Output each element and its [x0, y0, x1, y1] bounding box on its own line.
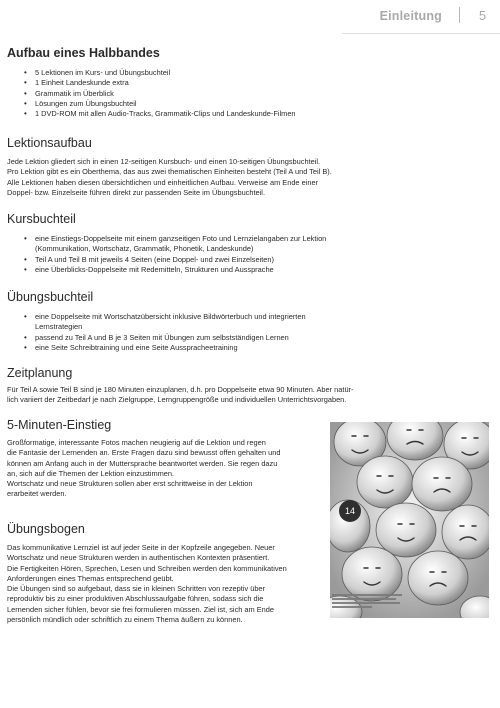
list-item: • eine Doppelseite mit Wortschatzübersicht inklusive Bildwörterbuch und integrierten Lernstrategien [35, 312, 306, 333]
text-line: Wortschatz und neue Strukturen werden in authentischen Kontexten präsentiert. [7, 553, 270, 563]
page-header [0, 0, 500, 36]
text-einstieg [7, 438, 281, 500]
list-item: • eine Einstiegs-Doppelseite mit einem ganzseitigen Foto und Lernzielangaben zur Lektion (Kommunikation, Wortschatz, Grammatik, Phonetik, Landeskunde) [35, 234, 326, 255]
heading-lektionsaufbau: Lektionsaufbau [7, 136, 92, 150]
text-line: Wortschatz und neue Strukturen sollen aber erst schrittweise in der Lektion [7, 479, 253, 489]
section-title: Einleitung [379, 9, 442, 23]
heading-zeitplanung: Zeitplanung [7, 366, 73, 380]
text-line: Alle Lektionen haben diesen übersichtlichen und einheitlichen Aufbau. Verweise am Ende einer [7, 177, 319, 187]
text-line: Für Teil A sowie Teil B sind je 180 Minuten einzuplanen, d.h. pro Doppelseite etwa 90 Minuten. Aber natür- [7, 385, 354, 394]
list-item: • 1 Einheit Landeskunde extra [35, 78, 296, 88]
list-item: • 1 DVD-ROM mit allen Audio-Tracks, Grammatik-Clips und Landeskunde-Filmen [35, 109, 296, 119]
lesson-number-badge: 14 [339, 500, 361, 522]
list-kursbuchteil [7, 234, 326, 275]
text-uebungsbogen [7, 543, 287, 625]
text-line: reproduktiv bis zu einer produktiven Abschlussaufgabe führen, sodass sich die [7, 594, 264, 604]
text-line: Anforderungen eines Themas entsprechend geübt. [7, 573, 174, 583]
text-line: erarbeitet werden. [7, 489, 67, 499]
text-lektionsaufbau [7, 157, 332, 198]
text-line: Lernenden sicher fühlen, bevor sie frei formulieren müssen. Ziel ist, sich am Ende [7, 604, 275, 614]
list-item: • 5 Lektionen im Kurs- und Übungsbuchteil [35, 68, 296, 78]
lesson-photo [330, 422, 489, 618]
list-uebungsbuchteil [7, 312, 306, 353]
text-line: an, sich auf die Themen der Lektion einzustimmen. [7, 468, 175, 478]
text-line: Großformatige, interessante Fotos machen neugierig auf die Lektion und regen [7, 438, 266, 447]
header-separator [459, 7, 460, 23]
list-item: • eine Seite Schreibtraining und eine Seite Ausspracheetraining [35, 343, 306, 353]
list-aufbau [7, 68, 296, 119]
list-item: • eine Überblicks-Doppelseite mit Redemitteln, Strukturen und Aussprache [35, 265, 326, 275]
text-line: Die Fertigkeiten Hören, Sprechen, Lesen und Schreiben werden den kommunikativen [7, 563, 287, 573]
page-number: 5 [479, 9, 486, 23]
list-item: • passend zu Teil A und B je 3 Seiten mit Übungen zum selbstständigen Lernen [35, 333, 306, 343]
text-line: die Fantasie der Lernenden an. Erste Fragen dazu sind bewusst offen gehalten und [7, 448, 281, 458]
heading-kursbuchteil: Kursbuchteil [7, 212, 76, 226]
text-line: Pro Lektion gibt es ein Oberthema, das aus zwei thematischen Einheiten besteht (Teil A und Teil B). [7, 167, 332, 177]
text-line: persönlich mündlich oder schriftlich zu einem Thema äußern zu können. [7, 615, 243, 625]
text-line: Jede Lektion gliedert sich in einen 12-seitigen Kursbuch- und einen 10-seitigen Übungsbuchteil. [7, 157, 321, 166]
heading-aufbau: Aufbau eines Halbbandes [7, 46, 160, 60]
list-item: • Grammatik im Überblick [35, 89, 296, 99]
heading-einstieg: 5-Minuten-Einstieg [7, 418, 112, 432]
text-line: können am Anfang auch in der Muttersprache beantwortet werden. Sie regen dazu [7, 458, 278, 468]
text-zeitplanung [7, 385, 353, 406]
text-line: Doppel- bzw. Einzelseite führen direkt zur passenden Seite im Übungsbuchteil. [7, 187, 265, 197]
heading-uebungsbuchteil: Übungsbuchteil [7, 290, 94, 304]
list-item: • Lösungen zum Übungsbuchteil [35, 99, 296, 109]
text-line: lich variiert der Zeitbedarf je nach Zielgruppe, Lerngruppengröße und individuellen Unterrichtsvorgaben. [7, 395, 347, 405]
list-item: • Teil A und Teil B mit jeweils 4 Seiten (eine Doppel- und zwei Einzelseiten) [35, 255, 326, 265]
text-line: Das kommunikative Lernziel ist auf jeder Seite in der Kopfzeile angegeben. Neuer [7, 543, 275, 552]
header-rule [342, 33, 500, 34]
heading-uebungsbogen: Übungsbogen [7, 522, 85, 536]
text-line: Die Übungen sind so aufgebaut, dass sie in kleinen Schritten von rezeptiv über [7, 584, 266, 594]
